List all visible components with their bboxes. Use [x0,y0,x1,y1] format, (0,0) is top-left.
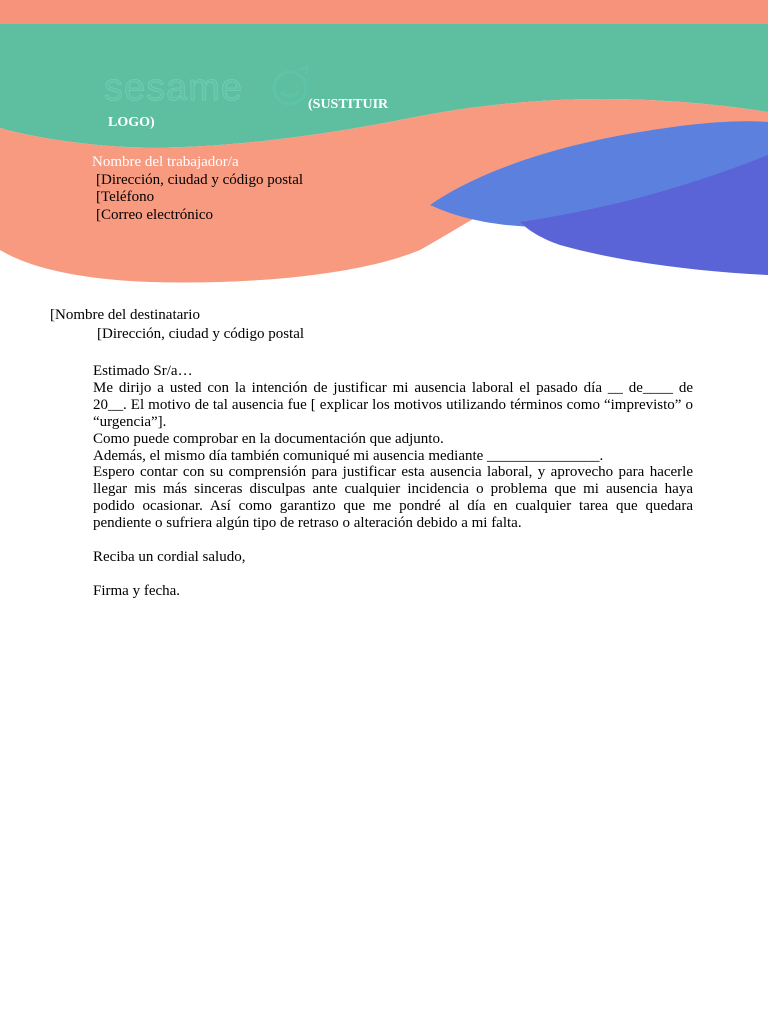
recipient-address: [Dirección, ciudad y código postal [97,326,305,342]
spacer [93,566,693,583]
top-band [0,0,768,24]
recipient-name: [Nombre del destinatario [50,307,200,323]
sender-phone: [Teléfono [96,189,155,205]
sender-block [92,154,303,224]
closing: Reciba un cordial saludo, [93,549,246,566]
letter-body [93,363,693,600]
logo-wordmark: sesame [104,67,244,109]
sender-address: [Dirección, ciudad y código postal [96,171,304,188]
paragraph-justification: Me dirijo a usted con la intención de justificar mi ausencia laboral el pasado día __ de____ de 20__. El motivo de tal ausencia fue [ explicar los motivos utilizando términos como “imprevisto” o “urgencia”]. [93,379,693,430]
header-wave-background [0,0,768,290]
sender-name: Nombre del trabajador/a [92,154,239,170]
paragraph-notification: Además, el mismo día también comuniqué mi ausencia mediante _______________. [93,447,604,464]
recipient-block [50,306,304,344]
sender-email: [Correo electrónico [96,206,214,223]
logo-spark [300,66,308,74]
paragraph-documentation: Como puede comprobar en la documentación que adjunto. [93,430,444,447]
logo-smile-mouth [281,92,299,96]
paragraph-apology: Espero contar con su comprensión para justificar esta ausencia laboral, y aprovecho para hacerle llegar mis más sinceras disculpas ante cualquier incidencia o problema que mi ausencia haya podido ocasionar. Así como garantizo que me pondré al día en cualquier tarea que quedara pendiente o sufriera algún tipo de retraso o alteración debido a mi falta. [93,464,693,532]
spacer [93,532,693,549]
greeting: Estimado Sr/a… [93,363,193,379]
logo-smile-icon [274,72,306,104]
replace-logo-note-continued: LOGO) [108,115,155,130]
company-logo [104,66,314,110]
replace-logo-note: (SUSTITUIR [308,97,389,112]
signature-line: Firma y fecha. [93,582,181,599]
